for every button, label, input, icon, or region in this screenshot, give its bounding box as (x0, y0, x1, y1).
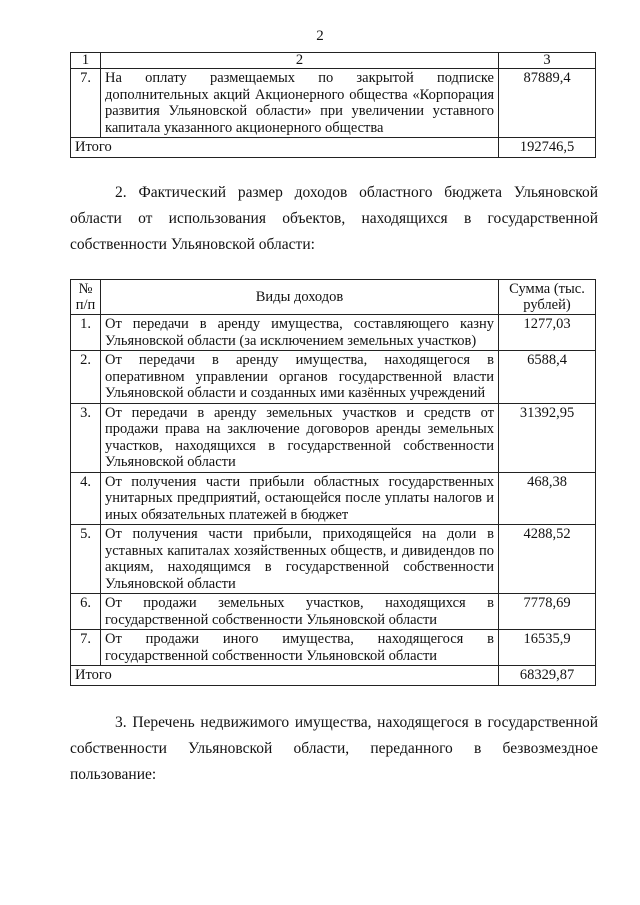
row-sum: 7778,69 (499, 594, 596, 630)
row-number: 7. (71, 630, 101, 666)
row-sum: 87889,4 (499, 69, 596, 138)
total-row (71, 138, 596, 158)
income-table-body (71, 315, 596, 666)
column-number-1: 1 (71, 53, 101, 69)
table-row (71, 351, 596, 404)
table-header-row (71, 280, 596, 315)
total-label: Итого (71, 138, 499, 158)
row-sum: 468,38 (499, 472, 596, 525)
row-description: На оплату размещаемых по закрытой подписке дополнительных акций Акционерного общества «Корпорация развития Ульяновской области» при увеличении уставного капитала указанного акционерного общества (101, 69, 499, 138)
total-row (71, 666, 596, 686)
header-income-kind: Виды доходов (101, 280, 499, 315)
row-description: От продажи иного имущества, находящегося в государственной собственности Ульяновской области (101, 630, 499, 666)
row-sum: 4288,52 (499, 525, 596, 594)
table-header-row (71, 53, 596, 69)
table-row (71, 472, 596, 525)
income-table (70, 279, 596, 686)
column-number-3: 3 (499, 53, 596, 69)
row-number: 5. (71, 525, 101, 594)
total-value: 68329,87 (499, 666, 596, 686)
row-number: 6. (71, 594, 101, 630)
table-row (71, 403, 596, 472)
table-row (71, 315, 596, 351)
section-3-paragraph: 3. Перечень недвижимого имущества, находящегося в государственной собственности Ульяновской области, переданного в безвозмездное пользование: (70, 714, 598, 783)
row-description: От передачи в аренду земельных участков и средств от продажи права на заключение договоров аренды земельных участков, находящихся в государственной собственности Ульяновской области (101, 403, 499, 472)
section-2-paragraph: 2. Фактический размер доходов областного бюджета Ульяновской области от использования объектов, находящихся в государственной собственности Ульяновской области: (70, 184, 598, 253)
header-sum: Сумма (тыс. рублей) (499, 280, 596, 315)
row-number: 3. (71, 403, 101, 472)
row-number: 2. (71, 351, 101, 404)
row-sum: 6588,4 (499, 351, 596, 404)
table-row (71, 594, 596, 630)
row-description: От продажи земельных участков, находящихся в государственной собственности Ульяновской области (101, 594, 499, 630)
row-sum: 31392,95 (499, 403, 596, 472)
page-number: 2 (316, 28, 324, 44)
row-number: 7. (71, 69, 101, 138)
assets-table-continued (70, 52, 596, 158)
total-label: Итого (71, 666, 499, 686)
header-number: № п/п (71, 280, 101, 315)
row-number: 4. (71, 472, 101, 525)
row-description: От передачи в аренду имущества, составляющего казну Ульяновской области (за исключением земельных участков) (101, 315, 499, 351)
column-number-2: 2 (101, 53, 499, 69)
row-sum: 1277,03 (499, 315, 596, 351)
table-row (71, 69, 596, 138)
row-sum: 16535,9 (499, 630, 596, 666)
row-description: От получения части прибыли, приходящейся на доли в уставных капиталах хозяйственных обществ, и дивидендов по акциям, находящимся в государственной собственности Ульяновской области (101, 525, 499, 594)
row-number: 1. (71, 315, 101, 351)
total-value: 192746,5 (499, 138, 596, 158)
table-row (71, 525, 596, 594)
table-row (71, 630, 596, 666)
row-description: От получения части прибыли областных государственных унитарных предприятий, остающейся после уплаты налогов и иных обязательных платежей в бюджет (101, 472, 499, 525)
row-description: От передачи в аренду имущества, находящегося в оперативном управлении органов государственной власти Ульяновской области и созданных ими казённых учреждений (101, 351, 499, 404)
